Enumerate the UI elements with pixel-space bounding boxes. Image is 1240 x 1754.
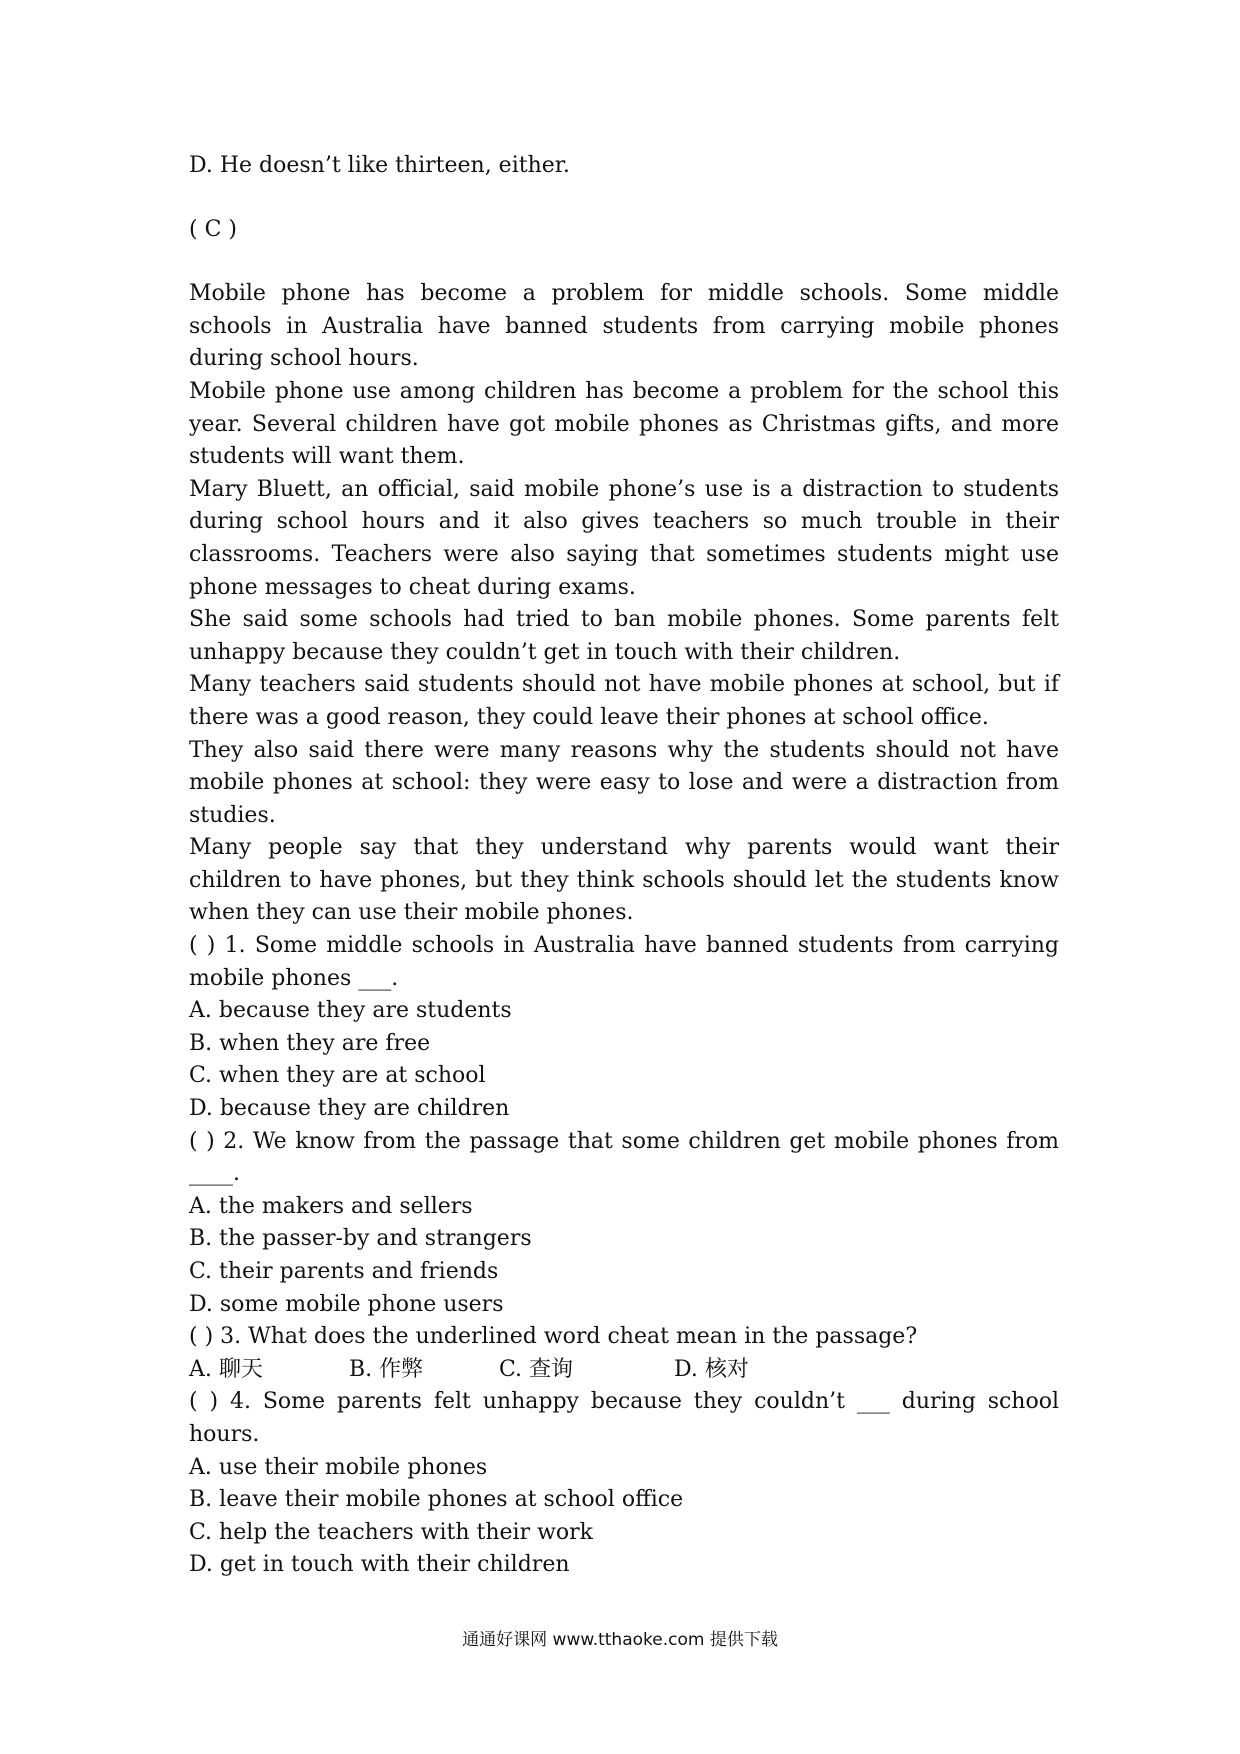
option-a: A. use their mobile phones bbox=[189, 1454, 488, 1480]
option-a: A. the makers and sellers bbox=[189, 1193, 473, 1219]
passage-paragraph-3: Mary Bluett, an official, said mobile phone’s use is a distraction to students during school hours and it also gives teachers so much trouble in their classrooms. Teachers were also saying that sometimes students might use phone messages to cheat during exams. bbox=[189, 476, 1059, 600]
question-stem: ( ) 1. Some middle schools in Australia have banned students from carrying mobile phones ___. bbox=[189, 933, 1059, 991]
option-b: B. when they are free bbox=[189, 1030, 431, 1056]
passage-paragraph-6: They also said there were many reasons why the students should not have mobile phones at school: they were easy to lose and were a distraction from studies. bbox=[189, 737, 1059, 828]
option-d: D. because they are children bbox=[189, 1096, 510, 1122]
option-b: B. leave their mobile phones at school office bbox=[189, 1487, 684, 1513]
option-c: C. help the teachers with their work bbox=[189, 1519, 594, 1545]
question-stem: ( ) 2. We know from the passage that some children get mobile phones from ____. bbox=[189, 1128, 1059, 1187]
option-b: B. the passer-by and strangers bbox=[189, 1226, 532, 1252]
spacer bbox=[189, 246, 1059, 278]
option-a: A. 聊天 bbox=[189, 1356, 263, 1382]
passage-paragraph-7: Many people say that they understand why parents would want their children to have phones, but they think schools should let the students know when they can use their mobile phones. bbox=[189, 835, 1059, 926]
option-d: D. get in touch with their children bbox=[189, 1552, 570, 1578]
question-1 bbox=[189, 930, 1059, 1126]
option-c: C. their parents and friends bbox=[189, 1259, 499, 1284]
question-2 bbox=[189, 1126, 1059, 1322]
document-page bbox=[189, 150, 1059, 1582]
question-stem: ( ) 3. What does the underlined word cheat mean in the passage? bbox=[189, 1324, 918, 1350]
option-d: D. 核对 bbox=[674, 1356, 749, 1382]
passage-paragraph-4: She said some schools had tried to ban mobile phones. Some parents felt unhappy because they couldn’t get in touch with their children. bbox=[189, 607, 1059, 665]
option-c: C. when they are at school bbox=[189, 1063, 486, 1089]
option-a: A. because they are students bbox=[189, 998, 512, 1024]
spacer bbox=[189, 183, 1059, 214]
passage-paragraph-1: Mobile phone has become a problem for middle schools. Some middle schools in Australia have banned students from carrying mobile phones during school hours. bbox=[189, 281, 1059, 372]
passage-paragraph-5: Many teachers said students should not have mobile phones at school, but if there was a good reason, they could leave their phones at school office. bbox=[189, 672, 1059, 730]
page-footer: 通通好课网 www.tthaoke.com 提供下载 bbox=[462, 1630, 778, 1650]
reading-passage bbox=[189, 278, 1059, 930]
option-d: D. some mobile phone users bbox=[189, 1291, 504, 1317]
question-4 bbox=[189, 1386, 1059, 1582]
question-3 bbox=[189, 1321, 1059, 1386]
option-b: B. 作弊 bbox=[349, 1356, 424, 1382]
question-stem: ( ) 4. Some parents felt unhappy because they couldn’t ___ during school hours. bbox=[189, 1389, 1059, 1447]
option-row bbox=[189, 1354, 1059, 1387]
section-label: ( C ) bbox=[189, 216, 237, 242]
passage-paragraph-2: Mobile phone use among children has become a problem for the school this year. Several children have got mobile phones as Christmas gifts, and more students will want them. bbox=[189, 378, 1059, 470]
prev-question-option-d: D. He doesn’t like thirteen, either. bbox=[189, 153, 570, 178]
option-c: C. 查询 bbox=[499, 1356, 574, 1382]
